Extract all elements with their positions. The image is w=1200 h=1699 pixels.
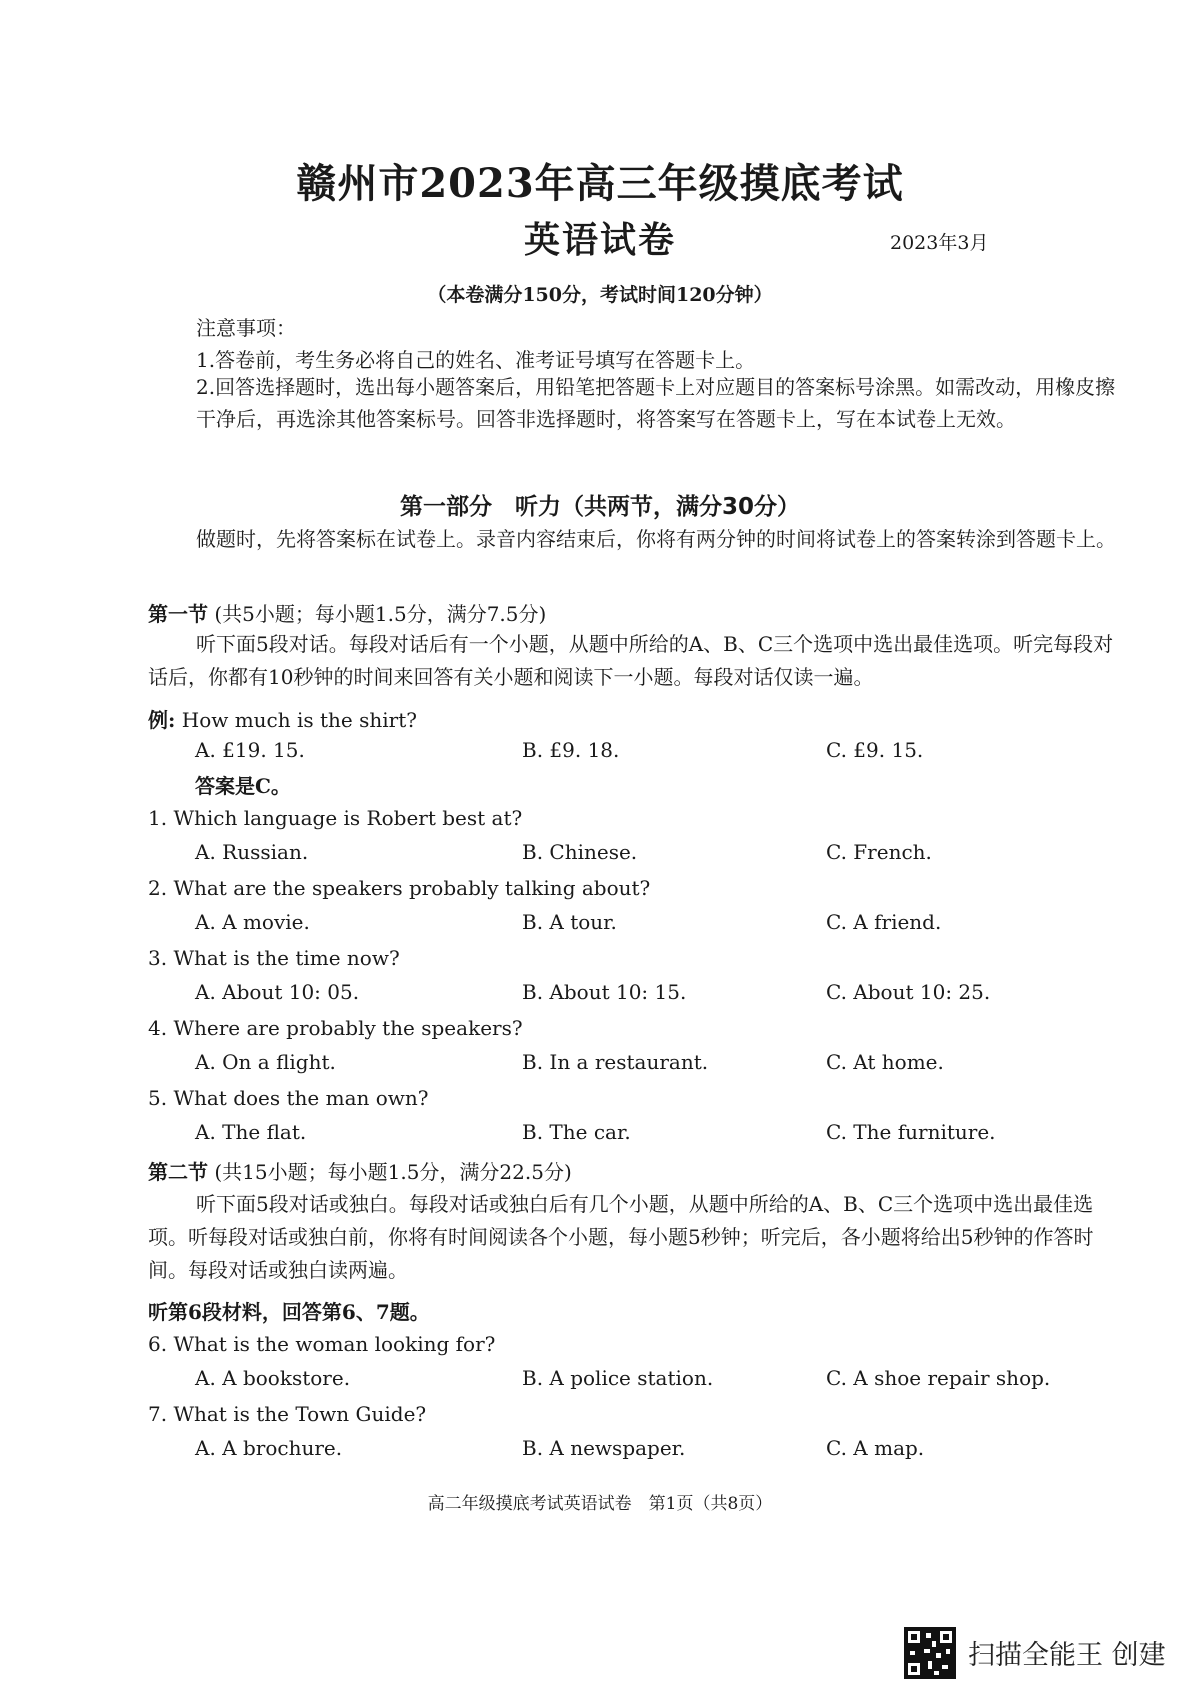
q7-option-b: B. A newspaper. — [522, 1436, 686, 1460]
notice-item-2: 2.回答选择题时，选出每小题答案后，用铅笔把答题卡上对应题目的答案标号涂黑。如需改动，用橡皮擦干净后，再选涂其他答案标号。回答非选择题时，将答案写在答题卡上，写在本试卷上无效。 — [196, 375, 1116, 431]
question-5: 5. What does the man own? — [148, 1086, 429, 1110]
score-time-note: （本卷满分150分，考试时间120分钟） — [427, 284, 773, 306]
q5-option-a: A. The flat. — [195, 1120, 307, 1144]
example-option-b: B. £9. 18. — [522, 738, 620, 762]
notice-item-1: 1.答卷前，考生务必将自己的姓名、准考证号填写在答题卡上。 — [196, 348, 756, 372]
q6-option-b: B. A police station. — [522, 1366, 714, 1390]
q4-option-b: B. In a restaurant. — [522, 1050, 709, 1074]
section2-header — [148, 1156, 572, 1185]
q7-option-c: C. A map. — [826, 1436, 925, 1460]
section2-info: (共15小题；每小题1.5分，满分22.5分) — [214, 1160, 572, 1184]
notice-heading: 注意事项： — [196, 316, 296, 340]
example-option-c: C. £9. 15. — [826, 738, 924, 762]
part1-intro: 做题时，先将答案标在试卷上。录音内容结束后，你将有两分钟的时间将试卷上的答案转涂到答题卡上。 — [196, 527, 1116, 551]
section1-header — [148, 598, 546, 627]
q5-option-b: B. The car. — [522, 1120, 631, 1144]
q3-option-c: C. About 10: 25. — [826, 980, 991, 1004]
page-footer: 高二年级摸底考试英语试卷 第1页（共8页） — [427, 1494, 773, 1514]
q1-option-c: C. French. — [826, 840, 932, 864]
example-answer: 答案是C。 — [195, 774, 291, 798]
q3-option-a: A. About 10: 05. — [195, 980, 360, 1004]
q5-option-c: C. The furniture. — [826, 1120, 996, 1144]
qr-code-icon — [904, 1627, 956, 1679]
example-option-a: A. £19. 15. — [195, 738, 305, 762]
q2-option-a: A. A movie. — [195, 910, 310, 934]
q3-option-b: B. About 10: 15. — [522, 980, 687, 1004]
q6-option-c: C. A shoe repair shop. — [826, 1366, 1051, 1390]
question-3: 3. What is the time now? — [148, 946, 400, 970]
material-6-label: 听第6段材料，回答第6、7题。 — [148, 1300, 430, 1324]
section1-instructions: 听下面5段对话。每段对话后有一个小题，从题中所给的A、B、C三个选项中选出最佳选项。听完每段对话后，你都有10秒钟的时间来回答有关小题和阅读下一小题。每段对话仅读一遍。 — [148, 632, 1114, 689]
part1-title: 第一部分 听力（共两节，满分30分） — [399, 494, 800, 520]
section2-instructions: 听下面5段对话或独白。每段对话或独白后有几个小题，从题中所给的A、B、C三个选项中选出最佳选项。听每段对话或独白前，你将有时间阅读各个小题，每小题5秒钟；听完后，各小题将给出5秒钟的作答时间。每段对话或独白读两遍。 — [148, 1192, 1094, 1282]
question-2: 2. What are the speakers probably talking about? — [148, 876, 651, 900]
section2-label: 第二节 — [148, 1160, 208, 1184]
q2-option-c: C. A friend. — [826, 910, 942, 934]
q7-option-a: A. A brochure. — [195, 1436, 343, 1460]
example-label: 例: — [148, 708, 176, 732]
example-question — [148, 704, 417, 733]
scanner-watermark-text: 扫描全能王 创建 — [968, 1640, 1166, 1671]
question-7: 7. What is the Town Guide? — [148, 1402, 427, 1426]
example-question-text: How much is the shirt? — [181, 708, 417, 732]
exam-subtitle: 英语试卷 — [523, 219, 676, 261]
question-6: 6. What is the woman looking for? — [148, 1332, 496, 1356]
q1-option-b: B. Chinese. — [522, 840, 638, 864]
section1-label: 第一节 — [148, 602, 208, 626]
question-4: 4. Where are probably the speakers? — [148, 1016, 523, 1040]
exam-title: 赣州市2023年高三年级摸底考试 — [296, 160, 904, 207]
q4-option-c: C. At home. — [826, 1050, 944, 1074]
question-1: 1. Which language is Robert best at? — [148, 806, 523, 830]
exam-date: 2023年3月 — [890, 232, 989, 254]
q1-option-a: A. Russian. — [195, 840, 309, 864]
q2-option-b: B. A tour. — [522, 910, 617, 934]
q6-option-a: A. A bookstore. — [195, 1366, 351, 1390]
q4-option-a: A. On a flight. — [195, 1050, 336, 1074]
section1-info: (共5小题；每小题1.5分，满分7.5分) — [214, 602, 547, 626]
